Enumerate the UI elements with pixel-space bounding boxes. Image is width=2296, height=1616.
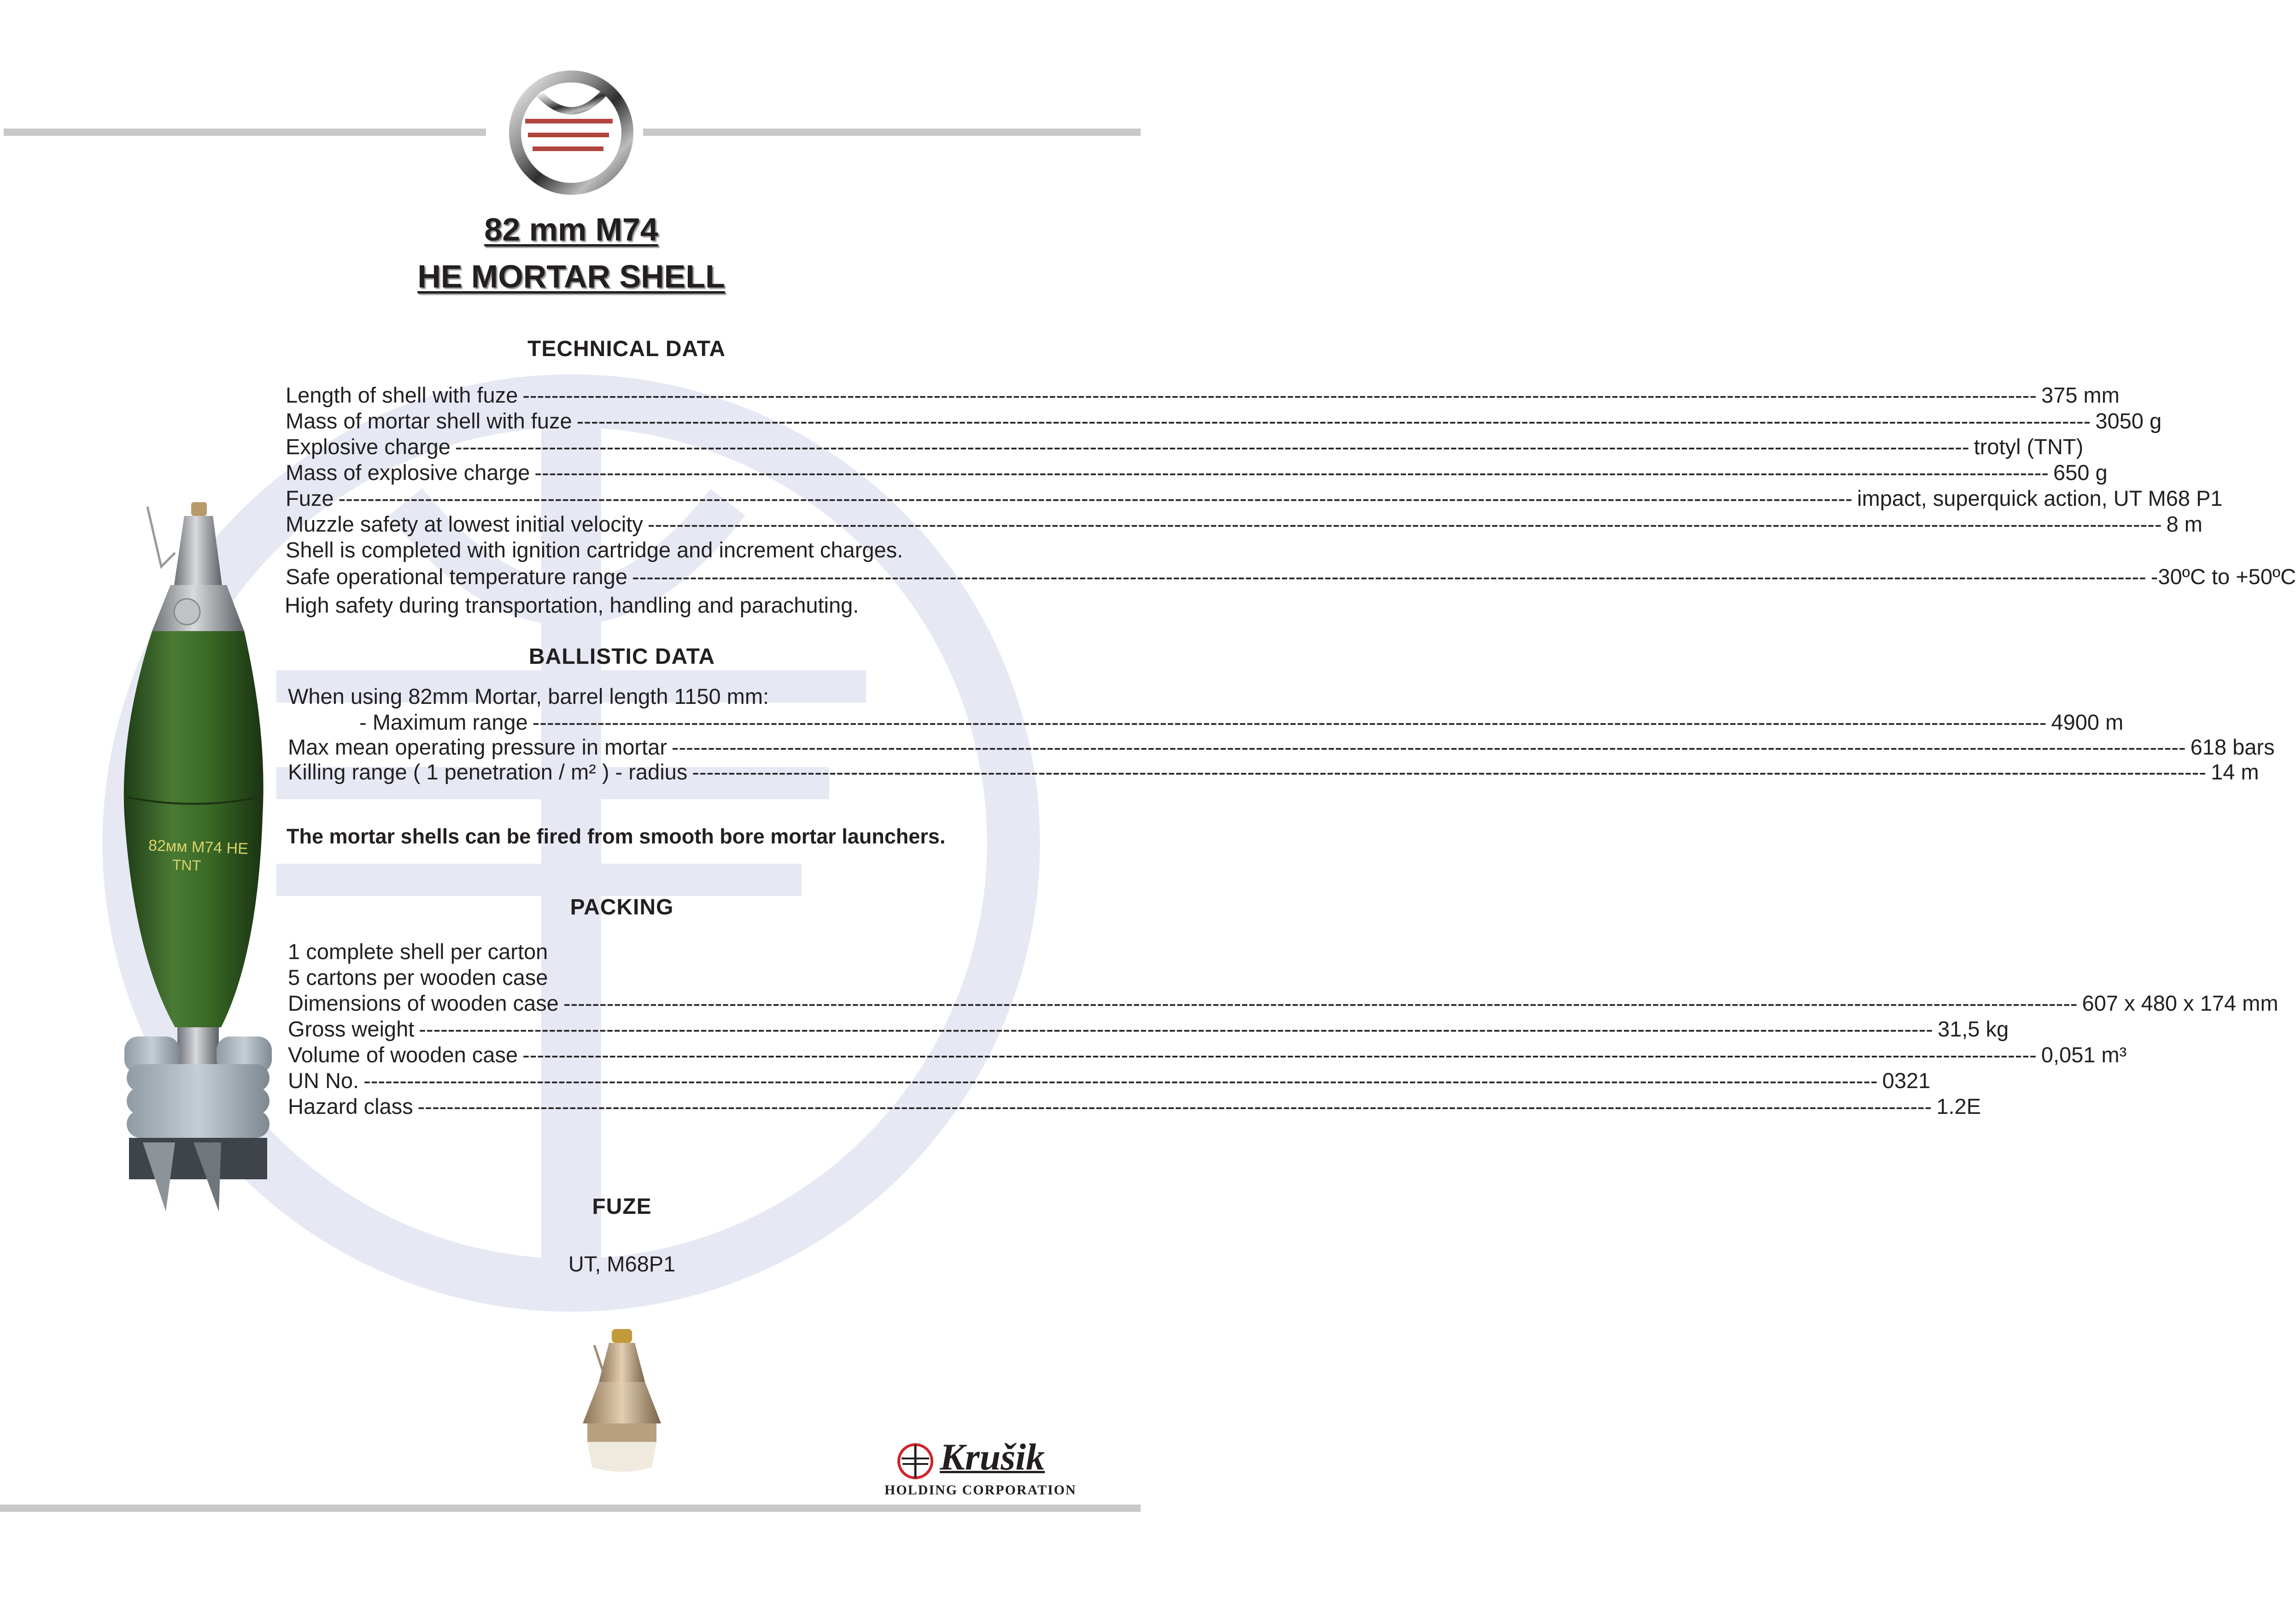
tech-row-value: impact, superquick action, UT M68 P1 xyxy=(1857,486,2223,510)
ballistic-row-label: Killing range ( 1 penetration / m² ) - radius xyxy=(288,760,688,784)
leader-dashes: ------------------------------------------------------------------------------------------------------------------------------------------------------------------------------------------------------------------ xyxy=(455,434,1969,459)
packing-row-label: Hazard class xyxy=(288,1094,413,1118)
packing-row xyxy=(288,990,2278,1016)
fuze-heading: FUZE xyxy=(592,1194,652,1219)
tech-row xyxy=(286,486,2223,511)
leader-dashes: ------------------------------------------------------------------------------------------------------------------------------------------------------------------------------------------------------------------ xyxy=(632,564,2146,589)
tech-row-value: 3050 g xyxy=(2095,409,2162,433)
leader-dashes: ------------------------------------------------------------------------------------------------------------------------------------------------------------------------------------------------------------------ xyxy=(534,460,2049,485)
fuze-image xyxy=(567,1327,677,1479)
top-rule-left xyxy=(4,129,486,136)
leader-dashes: ------------------------------------------------------------------------------------------------------------------------------------------------------------------------------------------------------------------ xyxy=(671,735,2186,759)
tech-row xyxy=(286,408,2162,434)
tech-row xyxy=(286,511,2202,537)
leader-dashes: ------------------------------------------------------------------------------------------------------------------------------------------------------------------------------------------------------------------ xyxy=(419,1017,1933,1041)
technical-heading: TECHNICAL DATA xyxy=(527,337,726,361)
tech-row-label: Length of shell with fuze xyxy=(286,383,518,407)
ballistic-row-label: Max mean operating pressure in mortar xyxy=(288,735,667,759)
ballistic-row-value: 618 bars xyxy=(2190,735,2275,759)
tech-row xyxy=(286,382,2120,408)
footer-logo-icon xyxy=(896,1442,935,1481)
ballistic-row-label: - Maximum range xyxy=(359,710,528,734)
leader-dashes: ------------------------------------------------------------------------------------------------------------------------------------------------------------------------------------------------------------------ xyxy=(647,512,2162,536)
leader-dashes: ------------------------------------------------------------------------------------------------------------------------------------------------------------------------------------------------------------------ xyxy=(417,1094,1932,1118)
ballistic-row xyxy=(288,734,2275,760)
tech-row-value: 8 m xyxy=(2166,512,2202,536)
packing-row-label: Dimensions of wooden case xyxy=(288,991,559,1015)
footer-subtitle: HOLDING CORPORATION xyxy=(884,1482,1077,1498)
packing-line-2: 5 cartons per wooden case xyxy=(288,965,548,990)
company-logo xyxy=(507,68,636,197)
packing-row-value: 1.2E xyxy=(1936,1094,1981,1118)
leader-dashes: ------------------------------------------------------------------------------------------------------------------------------------------------------------------------------------------------------------------ xyxy=(522,383,2037,407)
packing-row xyxy=(288,1068,1931,1094)
title-line-2: HE MORTAR SHELL xyxy=(417,258,725,294)
tech-row-value: trotyl (TNT) xyxy=(1974,434,2084,459)
leader-dashes: ------------------------------------------------------------------------------------------------------------------------------------------------------------------------------------------------------------------ xyxy=(563,991,2078,1015)
packing-row-label: Gross weight xyxy=(288,1017,415,1041)
leader-dashes: ------------------------------------------------------------------------------------------------------------------------------------------------------------------------------------------------------------------ xyxy=(338,486,1853,510)
bottom-rule xyxy=(0,1505,1141,1512)
title-line-1: 82 mm M74 xyxy=(484,211,658,247)
footer-brand: Krušik xyxy=(940,1436,1045,1478)
packing-row xyxy=(288,1094,1981,1119)
tech-row-label: Fuze xyxy=(286,486,334,510)
shell-marking-line-2: ТNТ xyxy=(172,856,201,874)
leader-dashes: ------------------------------------------------------------------------------------------------------------------------------------------------------------------------------------------------------------------ xyxy=(576,409,2091,433)
packing-row xyxy=(288,1016,2009,1042)
tech-row-value: 375 mm xyxy=(2041,383,2120,407)
packing-row-value: 0,051 m³ xyxy=(2041,1042,2127,1067)
tech-row-label: Muzzle safety at lowest initial velocity xyxy=(286,512,643,536)
tech-row-value: 650 g xyxy=(2053,460,2108,485)
packing-row-label: Volume of wooden case xyxy=(288,1042,518,1067)
temperature-row xyxy=(286,564,2296,590)
ballistic-row xyxy=(359,709,2124,735)
tech-row-label: Explosive charge xyxy=(286,434,451,459)
packing-row-value: 607 x 480 x 174 mm xyxy=(2082,991,2278,1015)
ballistic-row xyxy=(288,759,2259,785)
tech-row-label: Mass of explosive charge xyxy=(286,460,530,485)
packing-row-label: UN No. xyxy=(288,1068,359,1093)
temperature-value: -30ºC to +50ºC xyxy=(2150,564,2296,589)
leader-dashes: ------------------------------------------------------------------------------------------------------------------------------------------------------------------------------------------------------------------ xyxy=(522,1042,2037,1067)
packing-row xyxy=(288,1042,2127,1068)
ballistic-heading: BALLISTIC DATA xyxy=(528,644,715,669)
ballistic-row-value: 4900 m xyxy=(2051,710,2124,734)
temperature-label: Safe operational temperature range xyxy=(286,564,628,589)
packing-heading: PACKING xyxy=(570,895,674,919)
tech-row-label: Mass of mortar shell with fuze xyxy=(286,409,572,433)
safety-line: High safety during transportation, handling and parachuting. xyxy=(285,593,859,617)
packing-row-value: 31,5 kg xyxy=(1938,1017,2009,1041)
tech-row xyxy=(286,434,2084,460)
ballistic-intro: When using 82mm Mortar, barrel length 1150 mm: xyxy=(288,684,769,708)
ballistic-row-value: 14 m xyxy=(2211,760,2259,784)
shell-marking-line-1: 82мм М74 НЕ xyxy=(148,837,249,858)
packing-line-1: 1 complete shell per carton xyxy=(288,939,548,964)
fuze-value: UT, M68P1 xyxy=(568,1252,676,1276)
top-rule-right xyxy=(643,129,1141,136)
launcher-note: The mortar shells can be fired from smooth bore mortar launchers. xyxy=(287,825,946,848)
leader-dashes: ------------------------------------------------------------------------------------------------------------------------------------------------------------------------------------------------------------------ xyxy=(532,710,2047,734)
shell-completion-line: Shell is completed with ignition cartridge and increment charges. xyxy=(286,538,903,562)
tech-row xyxy=(286,460,2108,486)
leader-dashes: ------------------------------------------------------------------------------------------------------------------------------------------------------------------------------------------------------------------ xyxy=(363,1068,1878,1093)
packing-row-value: 0321 xyxy=(1882,1068,1931,1093)
leader-dashes: ------------------------------------------------------------------------------------------------------------------------------------------------------------------------------------------------------------------ xyxy=(692,760,2207,784)
